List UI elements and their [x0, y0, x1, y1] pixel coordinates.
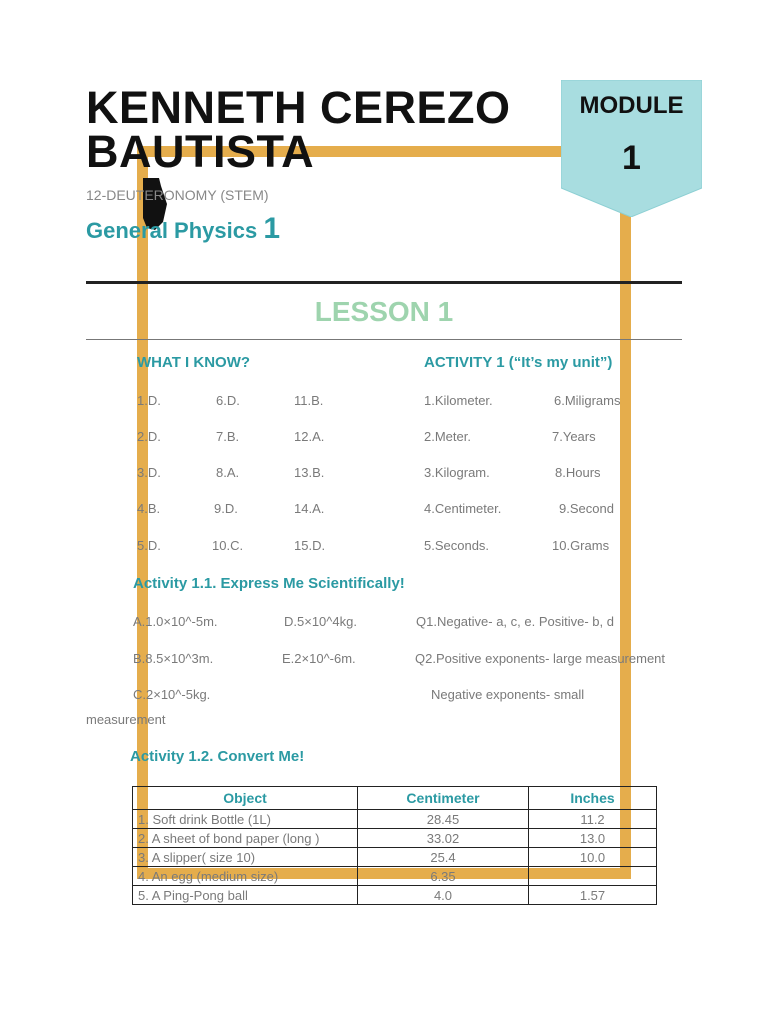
unit-item: 4.Centimeter. [424, 501, 502, 516]
answer-item: 7.B. [216, 429, 240, 444]
table-row [133, 886, 657, 905]
cell-centimeter: 33.02 [358, 829, 529, 848]
cell-object: 1. Soft drink Bottle (1L) [133, 810, 358, 829]
cell-centimeter: 6.35 [358, 867, 529, 886]
answer-item: 4.B. [137, 501, 161, 516]
answer-item: 10.C. [212, 538, 244, 553]
what-i-know-heading: WHAT I KNOW? [137, 354, 251, 371]
answer-item: 5.D. [137, 538, 161, 553]
cell-object: 2. A sheet of bond paper (long ) [133, 829, 358, 848]
answer-c: C.2×10^-5kg. [133, 687, 211, 702]
answer-item: 11.B. [294, 393, 324, 408]
unit-item: 1.Kilometer. [424, 393, 493, 408]
subject-title [86, 212, 280, 246]
answer-item: 3.D. [137, 465, 161, 480]
unit-item: 10.Grams [552, 538, 610, 553]
student-name-line2: BAUTISTA [86, 126, 315, 177]
divider-thin [86, 339, 682, 340]
answer-item: 15.D. [294, 538, 326, 553]
table-header-row [133, 787, 657, 810]
cell-inches: 11.2 [529, 810, 657, 829]
subject-number: 1 [263, 212, 281, 245]
cell-object: 5. A Ping-Pong ball [133, 886, 358, 905]
unit-item: 5.Seconds. [424, 538, 490, 553]
answer-q2: Q2.Positive exponents- large measurement [415, 651, 666, 666]
table-row [133, 848, 657, 867]
answer-item: 2.D. [137, 429, 161, 444]
activity1-heading: ACTIVITY 1 (“It’s my unit”) [424, 354, 613, 371]
answer-e: E.2×10^-6m. [282, 651, 356, 666]
divider-thick [86, 281, 682, 284]
table-row [133, 810, 657, 829]
cell-centimeter: 4.0 [358, 886, 529, 905]
unit-item: 8.Hours [555, 465, 601, 480]
answer-item: 1.D. [137, 393, 161, 408]
answer-item: 14.A. [294, 501, 325, 516]
answer-d: D.5×10^4kg. [284, 614, 357, 629]
cell-centimeter: 25.4 [358, 848, 529, 867]
answer-item: 9.D. [214, 501, 238, 516]
cell-object: 4. An egg (medium size) [133, 867, 358, 886]
cell-inches: 10.0 [529, 848, 657, 867]
unit-item: 2.Meter. [424, 429, 471, 444]
unit-item: 7.Years [552, 429, 596, 444]
unit-item: 6.Miligrams [554, 393, 621, 408]
answer-a: A.1.0×10^-5m. [133, 614, 218, 629]
column-header-inches: Inches [529, 787, 657, 810]
answer-item: 8.A. [216, 465, 240, 480]
activity11-heading: Activity 1.1. Express Me Scientifically! [133, 575, 405, 592]
answer-item: 6.D. [216, 393, 240, 408]
answer-item: 13.B. [294, 465, 325, 480]
cell-inches: 1.57 [529, 886, 657, 905]
module-badge-number: 1 [622, 139, 641, 177]
answer-q2-continuation: measurement [86, 712, 166, 727]
student-name-line1: KENNETH CEREZO [86, 82, 511, 133]
student-name [86, 82, 511, 177]
conversion-table [132, 786, 657, 905]
cell-inches [529, 867, 657, 886]
lesson-title: LESSON 1 [314, 296, 454, 327]
column-header-object: Object [133, 787, 358, 810]
answer-q2-negative: Negative exponents- small [431, 687, 585, 702]
section-label: 12-DEUTERONOMY (STEM) [86, 187, 269, 203]
subject-text: General Physics [86, 218, 258, 243]
column-header-centimeter: Centimeter [358, 787, 529, 810]
answer-item: 12.A. [294, 429, 325, 444]
activity12-heading: Activity 1.2. Convert Me! [130, 748, 305, 765]
answer-q1: Q1.Negative- a, c, e. Positive- b, d [416, 614, 614, 629]
unit-item: 3.Kilogram. [424, 465, 490, 480]
table-row [133, 829, 657, 848]
cell-inches: 13.0 [529, 829, 657, 848]
table-row [133, 867, 657, 886]
answer-b: B.8.5×10^3m. [133, 651, 214, 666]
cell-object: 3. A slipper( size 10) [133, 848, 358, 867]
cell-centimeter: 28.45 [358, 810, 529, 829]
unit-item: 9.Second [559, 501, 614, 516]
module-badge-title: MODULE [579, 92, 684, 119]
